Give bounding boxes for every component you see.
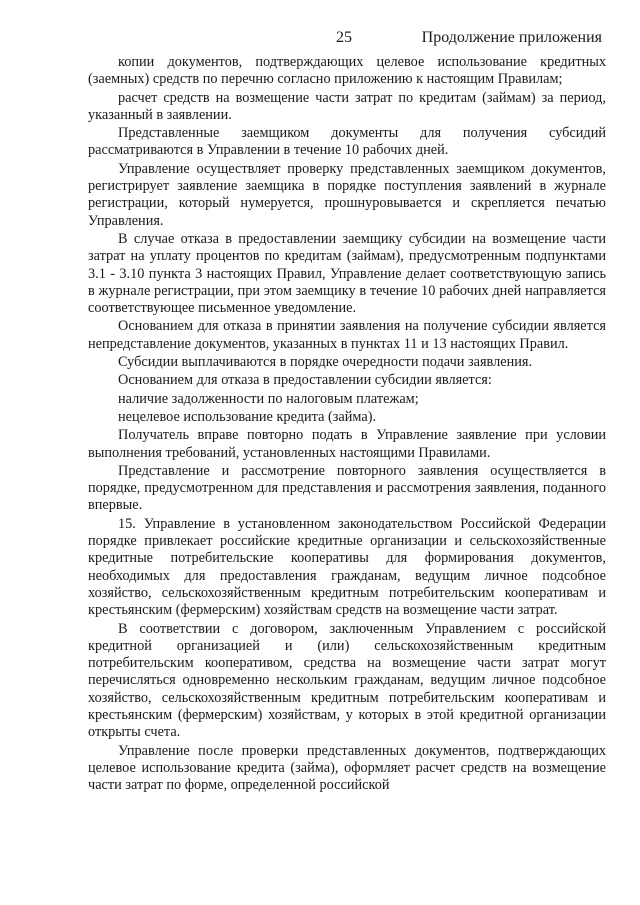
paragraph: расчет средств на возмещение части затрат по кредитам (займам) за период, указанный в заявлении. [88, 89, 606, 123]
paragraph: Основанием для отказа в принятии заявления на получение субсидии является непредставление документов, указанных в пунктах 11 и 13 настоящих Правил. [88, 318, 606, 352]
paragraph: Получатель вправе повторно подать в Управление заявление при условии выполнения требований, установленных настоящими Правилами. [88, 427, 606, 461]
paragraph: копии документов, подтверждающих целевое использование кредитных (заемных) средств по перечню согласно приложению к настоящим Правилам; [88, 54, 606, 88]
header-title: Продолжение приложения [421, 29, 602, 46]
paragraph: Представление и рассмотрение повторного заявления осуществляется в порядке, предусмотренном для представления и рассмотрения заявления, поданного впервые. [88, 462, 606, 514]
paragraph: наличие задолженности по налоговым платежам; [118, 390, 419, 407]
page-number: 25 [336, 29, 352, 46]
paragraph: Управление осуществляет проверку представленных заемщиком документов, регистрирует заявление заемщика в порядке поступления заявлений в журнале регистрации, который нумеруется, прошнуровывается и скрепляется печатью Управления. [88, 160, 606, 229]
paragraph: 15. Управление в установленном законодательством Российской Федерации порядке привлекает российские кредитные организации и сельскохозяйственные кредитные потребительские кооперативы для формирования документов, необходимых для предоставления гражданам, ведущим личное подсобное хозяйство, сельскохозяйственным кредитным потребительским кооперативам и крестьянским (фермерским) хозяйствам средств на возмещение части затрат. [88, 515, 606, 619]
document-body [88, 54, 606, 795]
paragraph: Управление после проверки представленных документов, подтверждающих целевое использование кредита (займа), оформляет расчет средств на возмещение части затрат по форме, определенной российской [88, 742, 606, 794]
page-header [0, 28, 640, 48]
paragraph: нецелевое использование кредита (займа). [118, 408, 377, 425]
paragraph: В случае отказа в предоставлении заемщику субсидии на возмещение части затрат на уплату процентов по кредитам (займам), предусмотренным подпунктами 3.1 - 3.10 пункта 3 настоящих Правил, Управление делает соответствующую запись в журнале регистрации, при этом заемщику в течение 10 рабочих дней направляется соответствующее письменное уведомление. [88, 230, 606, 317]
paragraph: Субсидии выплачиваются в порядке очередности подачи заявления. [118, 354, 533, 371]
paragraph: В соответствии с договором, заключенным Управлением с российской кредитной организацией и (или) сельскохозяйственным кредитным потребительским кооперативом, средства на возмещение части затрат могут перечисляться одновременно нескольким гражданам, ведущим личное подсобное хозяйство, сельскохозяйственным кредитным потребительским кооперативам и крестьянским (фермерским) хозяйствам, у которых в этой кредитной организации открыты счета. [88, 620, 606, 741]
paragraph: Представленные заемщиком документы для получения субсидий рассматриваются в Управлении в течение 10 рабочих дней. [88, 125, 606, 159]
paragraph: Основанием для отказа в предоставлении субсидии является: [118, 372, 492, 389]
